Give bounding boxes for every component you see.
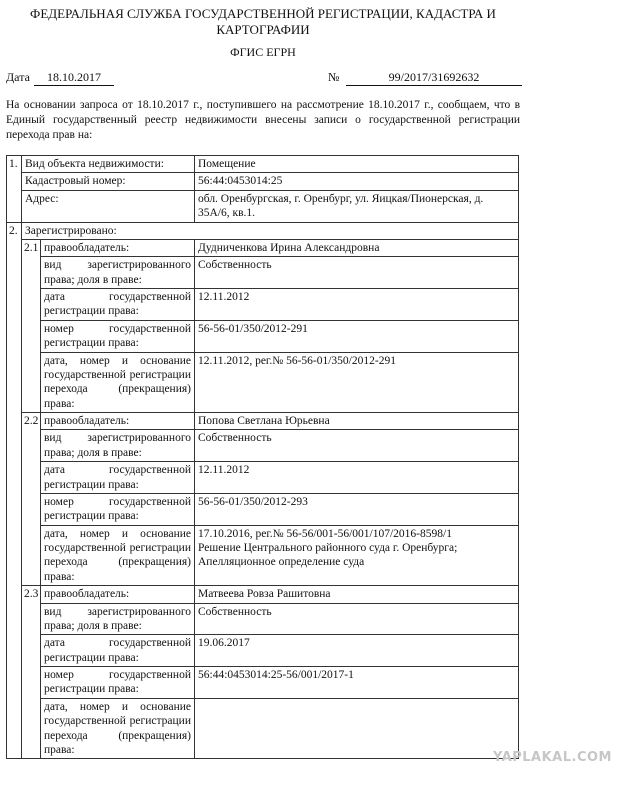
right-type-value: Собственность — [195, 603, 519, 635]
number-label: № — [328, 70, 340, 85]
agency-title-line2: КАРТОГРАФИИ — [216, 21, 310, 37]
table-row — [7, 635, 519, 667]
transfer-line: Решение Центрального районного суда г. Оренбурга; — [198, 542, 458, 554]
watermark-logo: YAPLAKAL.COM — [493, 750, 612, 765]
table-row — [7, 667, 519, 699]
number-value: 99/2017/31692632 — [346, 70, 522, 86]
system-subtitle: ФГИС ЕГРН — [230, 45, 296, 60]
reg-date-label: дата государственной регистрации права: — [41, 289, 195, 321]
table-row — [7, 413, 519, 430]
document-meta — [6, 70, 520, 88]
reg-number-label: номер государственной регистрации права: — [41, 667, 195, 699]
transfer-label: дата, номер и основание государственной регистрации перехода (прекращения) права: — [41, 698, 195, 759]
cadastral-value: 56:44:0453014:25 — [195, 173, 519, 190]
table-row — [7, 320, 519, 352]
holder-number: 2.1 — [22, 239, 41, 412]
table-row — [7, 603, 519, 635]
object-type-value: Помещение — [195, 156, 519, 173]
holder-value: Матвеева Ровза Рашитовна — [195, 586, 519, 603]
table-row — [7, 156, 519, 173]
address-value: обл. Оренбургская, г. Оренбург, ул. Яицкая/Пионерская, д. 35А/6, кв.1. — [195, 190, 519, 222]
table-row — [7, 430, 519, 462]
transfer-value — [195, 525, 519, 586]
reg-number-value: 56-56-01/350/2012-291 — [195, 320, 519, 352]
holder-label: правообладатель: — [41, 413, 195, 430]
holder-number: 2.2 — [22, 413, 41, 586]
holder-number: 2.3 — [22, 586, 41, 759]
table-row — [7, 493, 519, 525]
holder-label: правообладатель: — [41, 586, 195, 603]
holder-value: Попова Светлана Юрьевна — [195, 413, 519, 430]
transfer-line: 12.11.2012, рег.№ 56-56-01/350/2012-291 — [198, 354, 396, 367]
reg-number-value: 56-56-01/350/2012-293 — [195, 493, 519, 525]
transfer-value — [195, 352, 519, 413]
agency-title-line1: ФЕДЕРАЛЬНАЯ СЛУЖБА ГОСУДАРСТВЕННОЙ РЕГИСТРАЦИИ, КАДАСТРА И — [30, 6, 496, 21]
address-label: Адрес: — [22, 190, 195, 222]
document-page — [6, 6, 520, 759]
date-value: 18.10.2017 — [34, 70, 114, 86]
reg-number-label: номер государственной регистрации права: — [41, 493, 195, 525]
object-type-label: Вид объекта недвижимости: — [22, 156, 195, 173]
cadastral-label: Кадастровый номер: — [22, 173, 195, 190]
holder-value: Дудниченкова Ирина Александровна — [195, 239, 519, 256]
reg-date-value: 12.11.2012 — [195, 462, 519, 494]
date-label: Дата — [6, 70, 30, 85]
reg-date-label: дата государственной регистрации права: — [41, 462, 195, 494]
intro-paragraph: На основании запроса от 18.10.2017 г., поступившего на рассмотрение 18.10.2017 г., сообщаем, что в Единый государственный реестр недвижимости внесены записи о государственной регистрации перехода прав на: — [6, 99, 520, 142]
section-number: 1. — [7, 156, 22, 223]
registered-label: Зарегистрировано: — [22, 222, 519, 239]
right-type-label: вид зарегистрированного права; доля в праве: — [41, 603, 195, 635]
table-row — [7, 190, 519, 222]
reg-date-label: дата государственной регистрации права: — [41, 635, 195, 667]
right-type-value: Собственность — [195, 430, 519, 462]
holder-label: правообладатель: — [41, 239, 195, 256]
transfer-label: дата, номер и основание государственной регистрации перехода (прекращения) права: — [41, 352, 195, 413]
right-type-label: вид зарегистрированного права; доля в праве: — [41, 430, 195, 462]
section-number: 2. — [7, 222, 22, 759]
right-type-value: Собственность — [195, 257, 519, 289]
transfer-line: Апелляционное определение суда — [198, 556, 365, 569]
reg-date-value: 12.11.2012 — [195, 289, 519, 321]
table-row — [7, 462, 519, 494]
reg-number-label: номер государственной регистрации права: — [41, 320, 195, 352]
agency-title — [6, 6, 520, 37]
transfer-value — [195, 698, 519, 759]
transfer-line: 17.10.2016, рег.№ 56-56/001-56/001/107/2016-8598/1 — [198, 527, 452, 540]
table-row — [7, 173, 519, 190]
table-row — [7, 257, 519, 289]
table-row — [7, 586, 519, 603]
transfer-label: дата, номер и основание государственной регистрации перехода (прекращения) права: — [41, 525, 195, 586]
registry-table — [6, 155, 519, 759]
table-row — [7, 222, 519, 239]
table-row — [7, 289, 519, 321]
table-row — [7, 698, 519, 759]
reg-date-value: 19.06.2017 — [195, 635, 519, 667]
table-row — [7, 525, 519, 586]
reg-number-value: 56:44:0453014:25-56/001/2017-1 — [195, 667, 519, 699]
right-type-label: вид зарегистрированного права; доля в праве: — [41, 257, 195, 289]
table-row — [7, 352, 519, 413]
table-row — [7, 239, 519, 256]
